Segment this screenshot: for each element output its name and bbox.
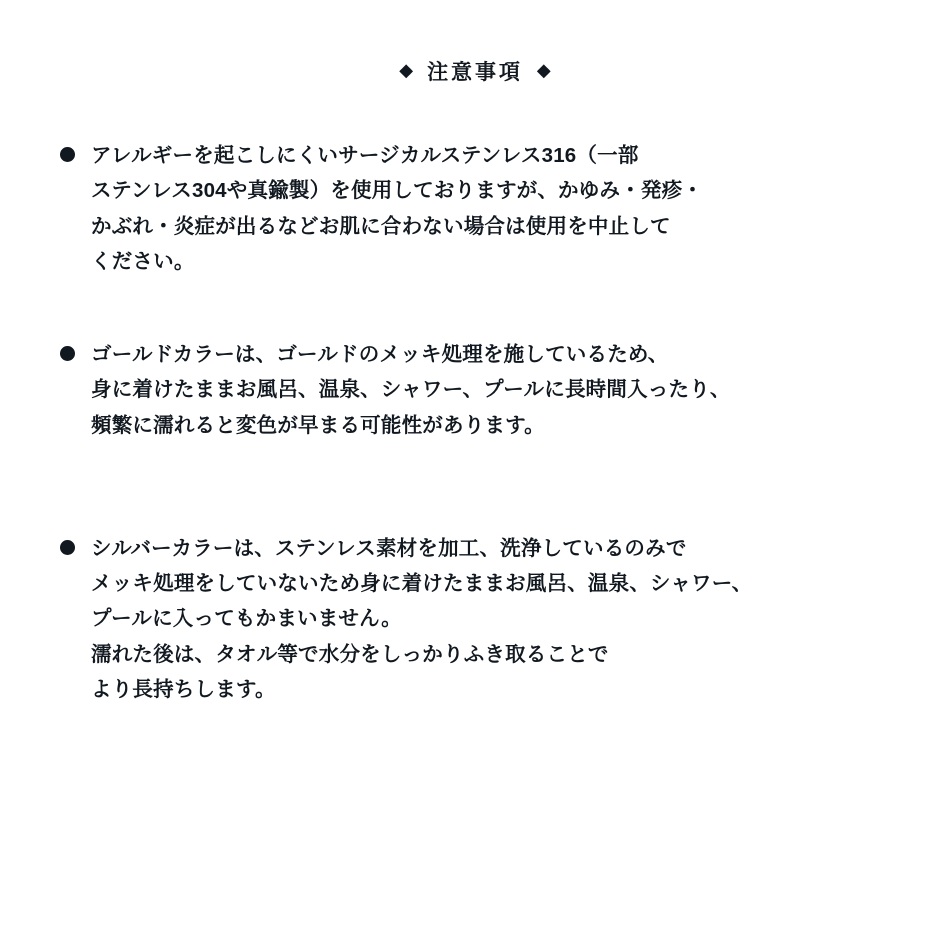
text-line: アレルギーを起こしにくいサージカルステンレス316（一部 [91, 144, 639, 167]
text-line: プールに入ってもかまいません。 [91, 607, 402, 631]
bullet-icon [60, 147, 75, 162]
list-item-text [91, 531, 890, 707]
text-line: ゴールドカラーは、ゴールドのメッキ処理を施しているため、 [91, 343, 669, 366]
list-item-text [91, 337, 890, 443]
bullet-icon [60, 346, 75, 361]
diamond-left-icon: ◆ [399, 60, 414, 80]
text-line: 頻繁に濡れると変色が早まる可能性があります。 [91, 413, 545, 437]
text-line: ステンレス304や真鍮製）を使用しておりますが、かゆみ・発疹・ [91, 179, 703, 203]
diamond-right-icon: ◆ [536, 60, 551, 80]
text-line: メッキ処理をしていないため身に着けたままお風呂、温泉、シャワー、 [91, 572, 753, 595]
text-line: 濡れた後は、タオル等で水分をしっかりふき取ることで [91, 642, 609, 666]
text-line: ください。 [91, 249, 195, 273]
bullet-icon [60, 540, 75, 555]
text-line: シルバーカラーは、ステンレス素材を加工、洗浄しているのみで [91, 536, 687, 560]
text-line: より長持ちします。 [91, 677, 276, 701]
text-line: 身に着けたままお風呂、温泉、シャワー、プールに長時間入ったり、 [91, 378, 731, 402]
list-item [60, 138, 890, 279]
text-line: かぶれ・炎症が出るなどお肌に合わない場合は使用を中止して [91, 214, 671, 238]
notice-list [60, 138, 890, 707]
list-item [60, 531, 890, 707]
page-title [60, 56, 890, 86]
list-item-text [91, 138, 890, 279]
list-item [60, 337, 890, 443]
page-title-text: 注意事項 [427, 61, 523, 84]
